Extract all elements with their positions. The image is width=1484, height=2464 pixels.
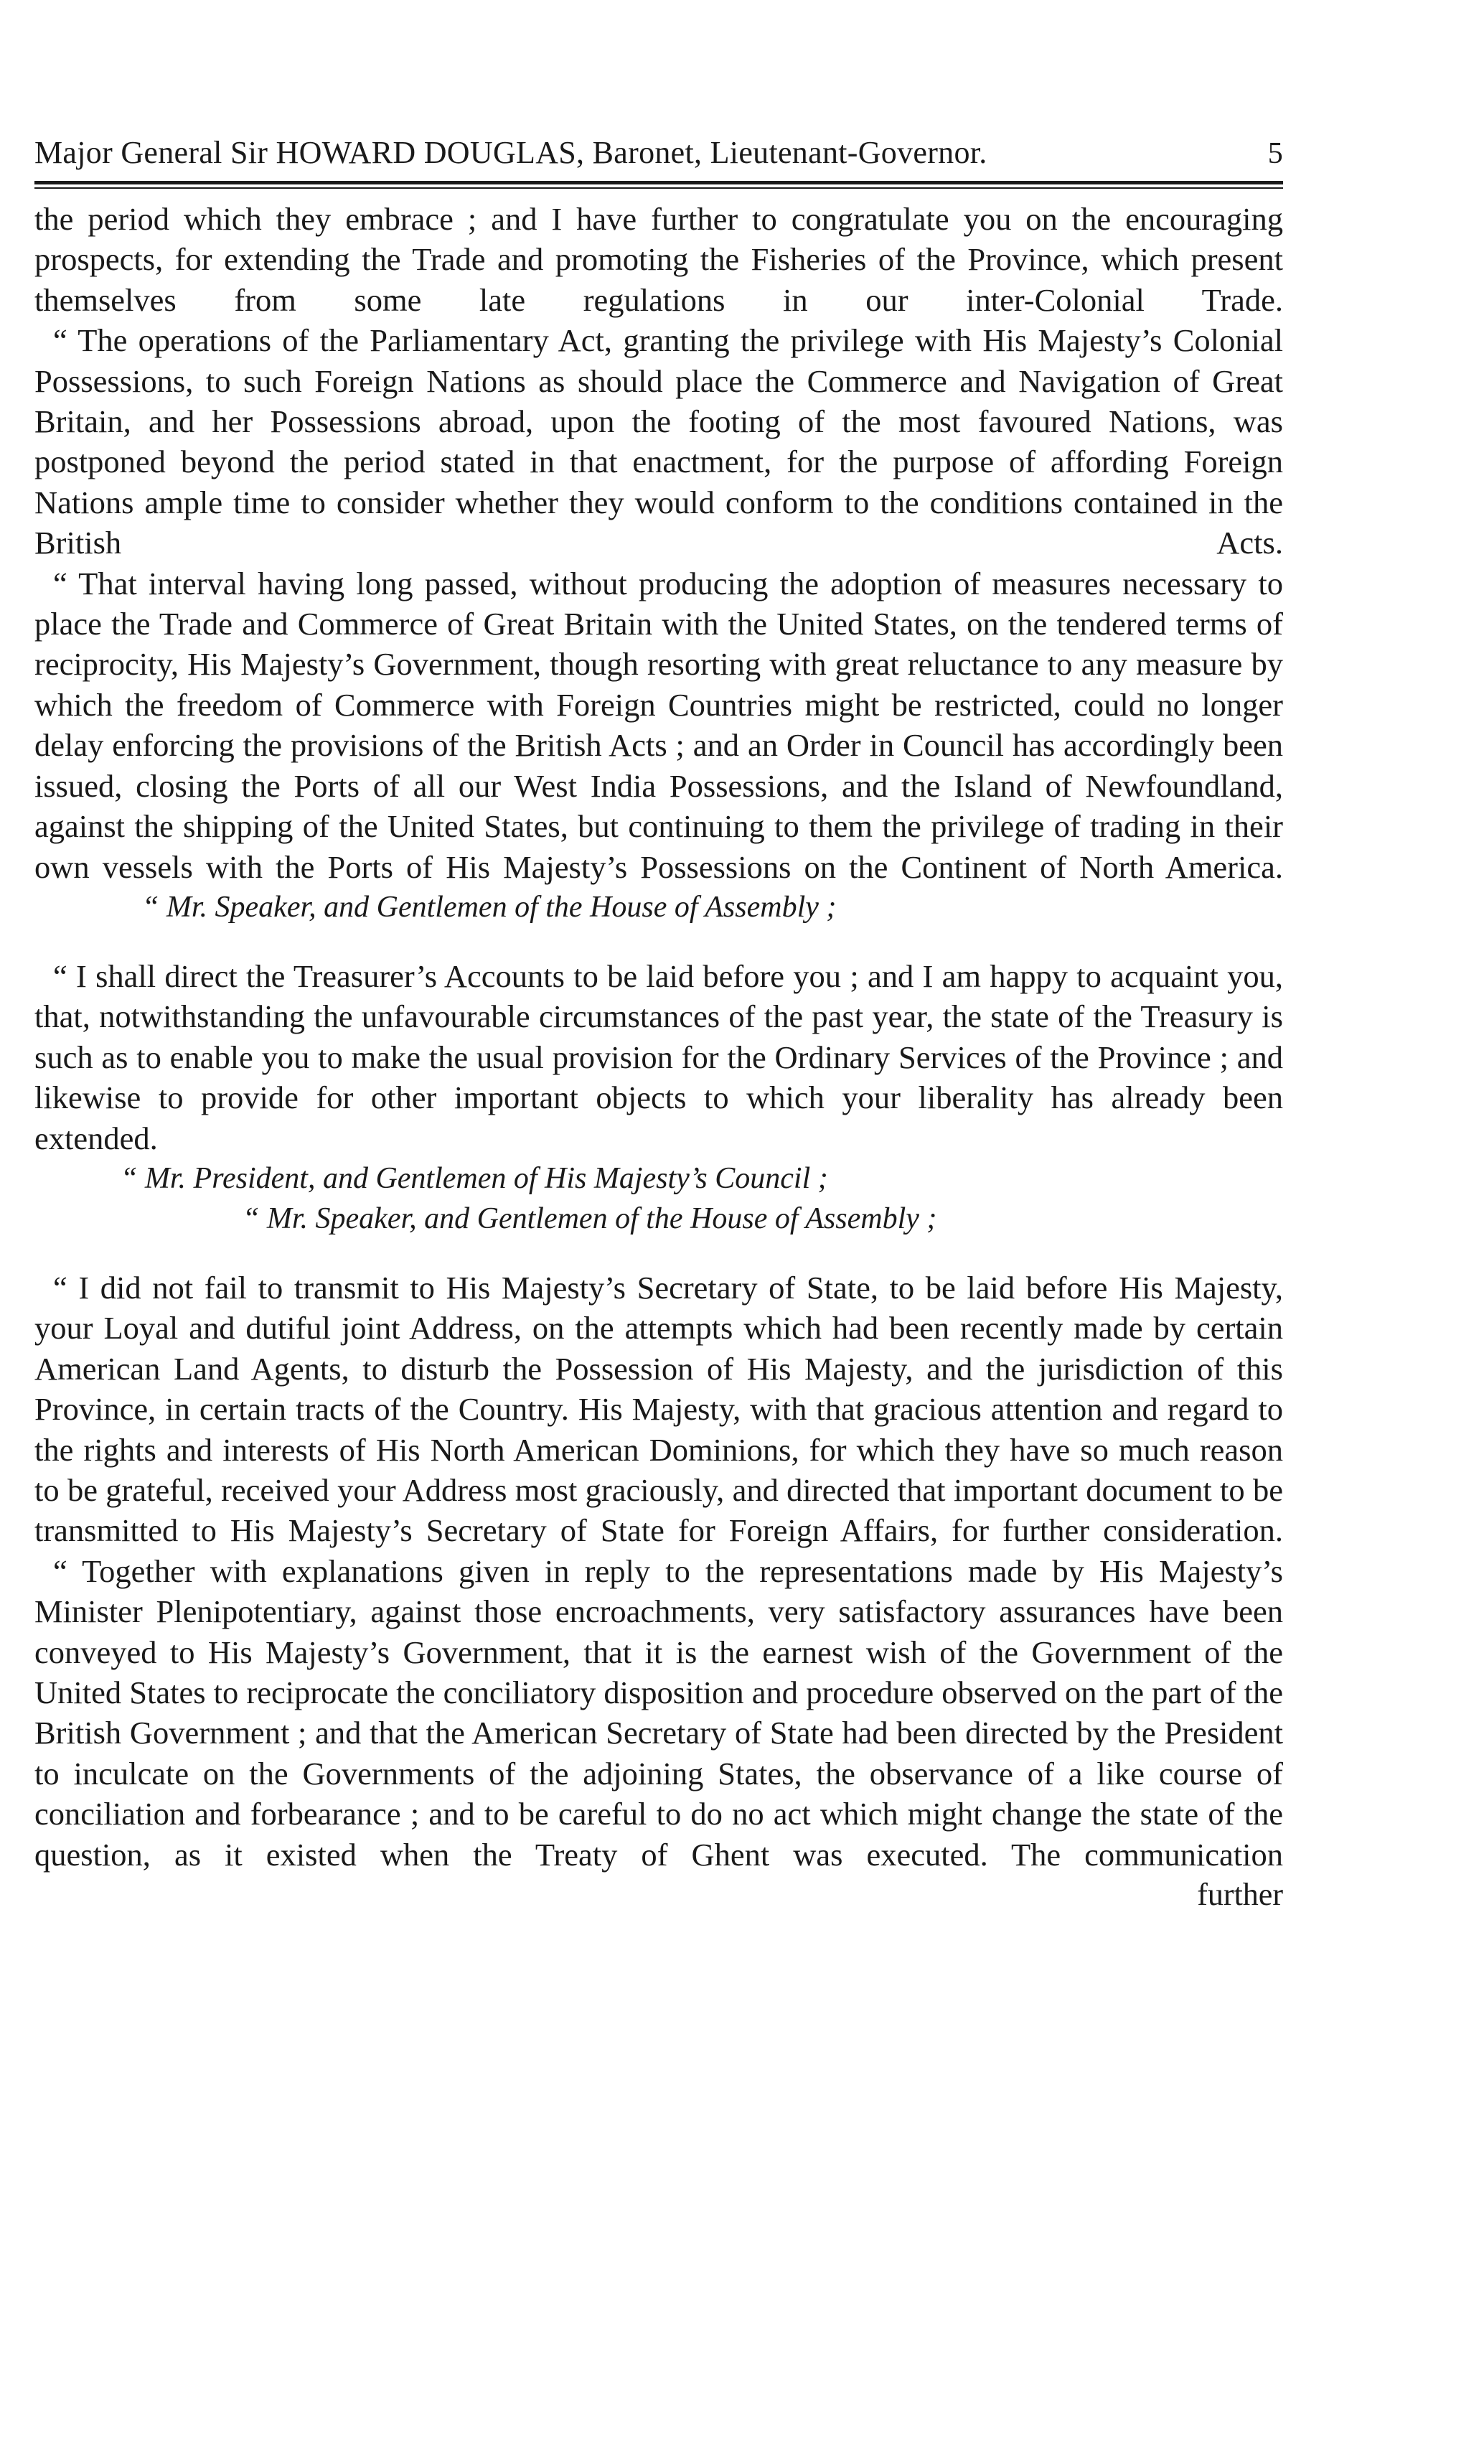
address-speaker-assembly-2: “ Mr. Speaker, and Gentlemen of the House of Assembly ;: [243, 1201, 937, 1235]
paragraph-parliamentary-act: “ The operations of the Parliamentary Act, granting the privilege with His Majesty’s Colonial Possessions, to such Foreign Nations as should place the Commerce and Navigation of Great Britain, and her Possessions abroad, upon the footing of the most favoured Nations, was postponed beyond the period stated in that enactment, for the purpose of affording Foreign Nations ample time to consider whether they would conform to the conditions contained in the British Acts.: [34, 322, 1283, 561]
catchword: further: [1197, 1877, 1283, 1913]
address-speaker-assembly: “ Mr. Speaker, and Gentlemen of the House of Assembly ;: [142, 890, 837, 924]
page-number: 5: [1267, 137, 1283, 170]
paragraph-assurances: “ Together with explanations given in reply to the representations made by His Majesty’s Minister Plenipotentiary, against those encroachments, very satisfactory assurances have been conveyed to His Majesty’s Government, that it is the earnest wish of the Government of the United States to reciprocate the conciliatory disposition and procedure observed on the part of the British Government ; and that the American Secretary of State had been directed by the President to inculcate on the Governments of the adjoining States, the observance of a like course of conciliation and forbearance ; and to be careful to do no act which might change the state of the question, as it existed when the Treaty of Ghent was executed. The communication: [34, 1552, 1283, 1873]
paragraph-treasurer-accounts: “ I shall direct the Treasurer’s Accounts to be laid before you ; and I am happy to acquaint you, that, notwithstanding the unfavourable circumstances of the past year, the state of the Treasury is such as to enable you to make the usual provision for the Ordinary Services of the Province ; and likewise to provide for other important objects to which your liberality has already been extended.: [34, 957, 1283, 1156]
header-rule: [34, 181, 1283, 189]
running-head: [34, 133, 1283, 174]
paragraph-continuation: the period which they embrace ; and I have further to congratulate you on the encouraging prospects, for extending the Trade and promoting the Fisheries of the Province, which present themselves from some late regulations in our inter-Colonial Trade.: [34, 201, 1283, 318]
running-head-title: Major General Sir HOWARD DOUGLAS, Baronet, Lieutenant-Governor.: [34, 135, 987, 170]
document-page: [34, 133, 1283, 1915]
paragraph-joint-address: “ I did not fail to transmit to His Majesty’s Secretary of State, to be laid before His Majesty, your Loyal and dutiful joint Address, on the attempts which had been recently made by certain American Land Agents, to disturb the Possession of His Majesty, and the jurisdiction of this Province, in certain tracts of the Country. His Majesty, with that gracious attention and regard to the rights and interests of His North American Dominions, for which they have so much reason to be grateful, received your Address most graciously, and directed that important document to be transmitted to His Majesty’s Secretary of State for Foreign Affairs, for further consideration.: [34, 1269, 1283, 1549]
section-gap: [34, 1239, 1283, 1268]
section-gap: [34, 927, 1283, 956]
paragraph-order-in-council: “ That interval having long passed, without producing the adoption of measures necessary to place the Trade and Commerce of Great Britain with the United States, on the tendered terms of reciprocity, His Majesty’s Government, though resorting with great reluctance to any measure by which the freedom of Commerce with Foreign Countries might be restricted, could no longer delay enforcing the provisions of the British Acts ; and an Order in Council has accordingly been issued, closing the Ports of all our West India Possessions, and the Island of Newfoundland, against the shipping of the United States, but continuing to them the privilege of trading in their own vessels with the Ports of His Majesty’s Possessions on the Continent of North America.: [34, 565, 1283, 885]
address-president-council: “ Mr. President, and Gentlemen of His Majesty’s Council ;: [121, 1161, 828, 1195]
